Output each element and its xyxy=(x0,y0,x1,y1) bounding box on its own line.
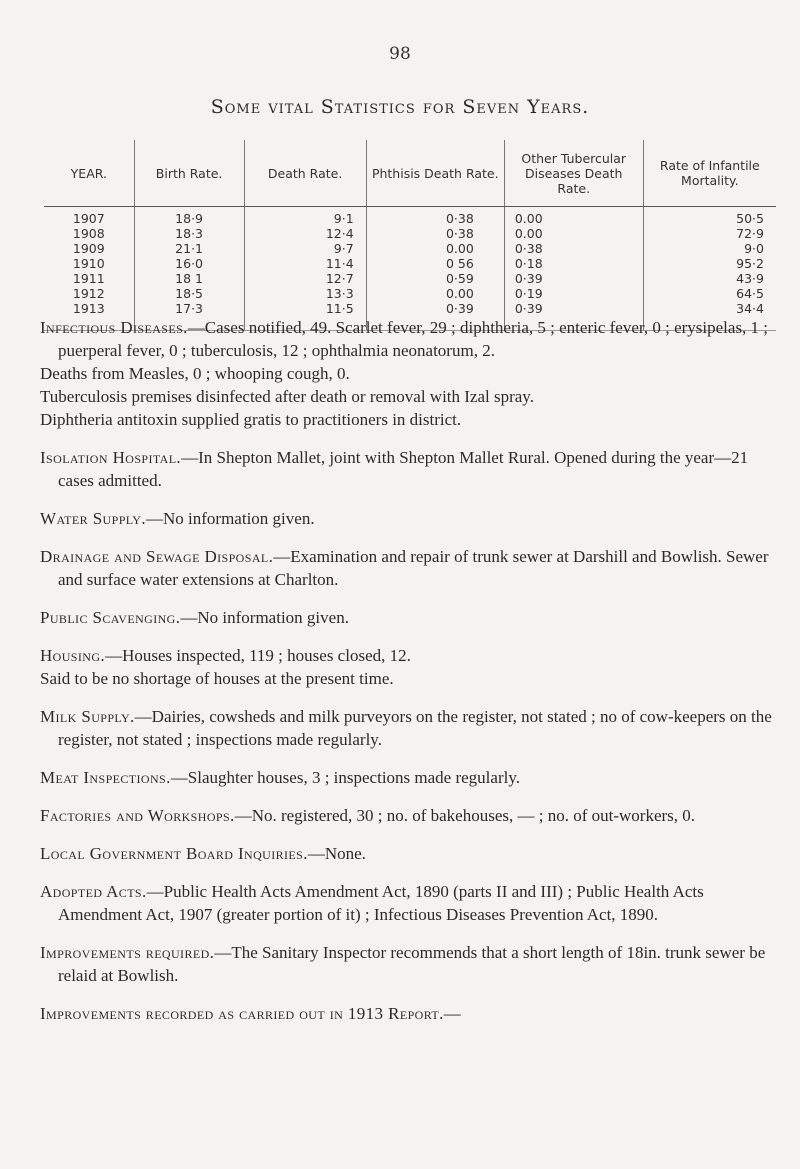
cell-infant-mortality: 43·9 xyxy=(643,271,776,286)
infectious-diseases-section xyxy=(40,316,782,362)
cell-death-rate: 9·7 xyxy=(244,241,366,256)
water-supply-section xyxy=(40,507,782,530)
section-heading: Adopted Acts. xyxy=(40,882,147,901)
section-text: —Cases notified, 49. Scarlet fever, 29 ; diphtheria, 5 ; enteric fever, 0 ; erysipelas, 1 ; puerperal fever, 0 ; tuberculosis, 12 ; ophthalmia neonatorum, 2. xyxy=(58,318,769,360)
drainage-section xyxy=(40,545,782,591)
antitoxin-line: Diphtheria antitoxin supplied gratis to practitioners in district. xyxy=(40,410,462,429)
public-scavenging-section xyxy=(40,606,782,629)
cell-death-rate: 13·3 xyxy=(244,286,366,301)
cell-year: 1908 xyxy=(72,226,105,241)
meat-inspections-section xyxy=(40,766,782,789)
table-row xyxy=(44,241,776,256)
section-text: —The Sanitary Inspector recommends that a short length of 18in. trunk sewer be relaid at Bowlish. xyxy=(58,943,766,985)
section-heading: Water Supply. xyxy=(40,509,147,528)
cell-infant-mortality: 9·0 xyxy=(643,241,776,256)
cell-other-tubercular-rate: 0·39 xyxy=(504,301,643,331)
header-infant-mortality: Rate of Infantile Mortality. xyxy=(643,140,776,207)
improvements-recorded-section xyxy=(40,1002,782,1025)
table-row xyxy=(44,286,776,301)
section-text: —No information given. xyxy=(180,608,349,627)
section-text: —None. xyxy=(307,844,366,863)
cell-year: 1911 xyxy=(72,271,105,286)
cell-phthisis-rate: 0·38 xyxy=(366,226,504,241)
measles-line: Deaths from Measles, 0 ; whooping cough, 0. xyxy=(40,364,350,383)
milk-supply-section xyxy=(40,705,782,751)
vital-statistics-table xyxy=(44,140,776,331)
cell-birth-rate: 18·9 xyxy=(134,207,244,227)
housing-shortage-line: Said to be no shortage of houses at the present time. xyxy=(40,669,394,688)
cell-infant-mortality: 95·2 xyxy=(643,256,776,271)
header-birth-rate: Birth Rate. xyxy=(134,140,244,207)
table-header-row xyxy=(44,140,776,207)
cell-birth-rate: 21·1 xyxy=(134,241,244,256)
report-body xyxy=(40,316,782,1025)
improvements-required-section xyxy=(40,941,782,987)
section-text: —Examination and repair of trunk sewer at Darshill and Bowlish. Sewer and surface water extensions at Charlton. xyxy=(58,547,769,589)
cell-other-tubercular-rate: 0·39 xyxy=(504,271,643,286)
section-heading: Local Government Board Inquiries. xyxy=(40,844,308,863)
section-heading: Improvements required. xyxy=(40,943,215,962)
cell-infant-mortality: 34·4 xyxy=(643,301,776,331)
cell-birth-rate: 16·0 xyxy=(134,256,244,271)
cell-death-rate: 11·4 xyxy=(244,256,366,271)
cell-year: 1907 xyxy=(72,211,105,226)
cell-phthisis-rate: 0 56 xyxy=(366,256,504,271)
section-heading: Public Scavenging. xyxy=(40,608,181,627)
section-heading: Meat Inspections. xyxy=(40,768,171,787)
cell-birth-rate: 18·5 xyxy=(134,286,244,301)
header-phthisis-rate: Phthisis Death Rate. xyxy=(366,140,504,207)
cell-death-rate: 11·5 xyxy=(244,301,366,331)
cell-year: 1913 xyxy=(44,301,134,331)
cell-phthisis-rate: 0.00 xyxy=(366,241,504,256)
cell-death-rate: 9·1 xyxy=(244,207,366,227)
header-other-tubercular-rate: Other Tubercular Diseases Death Rate. xyxy=(504,140,643,207)
cell-other-tubercular-rate: 0·19 xyxy=(504,286,643,301)
cell-year: 1912 xyxy=(72,286,105,301)
section-text: —Dairies, cowsheds and milk purveyors on the register, not stated ; no of cow-keepers on the register, not stated ; inspections made regularly. xyxy=(58,707,772,749)
cell-phthisis-rate: 0·59 xyxy=(366,271,504,286)
lgb-inquiries-section xyxy=(40,842,782,865)
section-text: —No information given. xyxy=(146,509,315,528)
table-row xyxy=(44,271,776,286)
adopted-acts-section xyxy=(40,880,782,926)
section-heading: Drainage and Sewage Disposal. xyxy=(40,547,274,566)
isolation-hospital-section xyxy=(40,446,782,492)
disinfection-line: Tuberculosis premises disinfected after death or removal with Izal spray. xyxy=(40,387,534,406)
section-heading: Infectious Diseases. xyxy=(40,318,188,337)
cell-birth-rate: 18·3 xyxy=(134,226,244,241)
page-title: Some vital Statistics for Seven Years. xyxy=(210,96,590,118)
header-death-rate: Death Rate. xyxy=(244,140,366,207)
section-heading: Milk Supply. xyxy=(40,707,135,726)
table-row xyxy=(44,256,776,271)
cell-death-rate: 12·4 xyxy=(244,226,366,241)
cell-birth-rate: 17·3 xyxy=(134,301,244,331)
header-year: YEAR. xyxy=(44,140,134,207)
cell-phthisis-rate: 0·39 xyxy=(366,301,504,331)
section-text: —Slaughter houses, 3 ; inspections made regularly. xyxy=(170,768,520,787)
cell-death-rate: 12·7 xyxy=(244,271,366,286)
page-number: 98 xyxy=(389,44,411,64)
cell-infant-mortality: 50·5 xyxy=(643,207,776,227)
section-text: —No. registered, 30 ; no. of bakehouses, — ; no. of out-workers, 0. xyxy=(234,806,696,825)
section-text: — xyxy=(443,1004,461,1023)
section-heading: Factories and Workshops. xyxy=(40,806,235,825)
cell-phthisis-rate: 0·38 xyxy=(366,207,504,227)
cell-year: 1910 xyxy=(72,256,105,271)
section-heading: Isolation Hospital. xyxy=(40,448,182,467)
cell-other-tubercular-rate: 0·38 xyxy=(504,241,643,256)
cell-other-tubercular-rate: 0·18 xyxy=(504,256,643,271)
section-text: —In Shepton Mallet, joint with Shepton Mallet Rural. Opened during the year—21 cases admitted. xyxy=(58,448,749,490)
cell-year: 1909 xyxy=(72,241,105,256)
cell-infant-mortality: 64·5 xyxy=(643,286,776,301)
cell-other-tubercular-rate: 0.00 xyxy=(504,226,643,241)
table-row xyxy=(44,207,776,227)
cell-birth-rate: 18 1 xyxy=(134,271,244,286)
cell-other-tubercular-rate: 0.00 xyxy=(504,207,643,227)
cell-phthisis-rate: 0.00 xyxy=(366,286,504,301)
section-text: —Houses inspected, 119 ; houses closed, 12. xyxy=(105,646,411,665)
factories-section xyxy=(40,804,782,827)
cell-infant-mortality: 72·9 xyxy=(643,226,776,241)
housing-section xyxy=(40,644,782,667)
section-text: —Public Health Acts Amendment Act, 1890 (parts II and III) ; Public Health Acts Amendment Act, 1907 (greater portion of it) ; Infectious Diseases Prevention Act, 1890. xyxy=(58,882,704,924)
section-heading: Improvements recorded as carried out in 1913 Report. xyxy=(40,1004,444,1023)
section-heading: Housing. xyxy=(40,646,106,665)
table-row xyxy=(44,226,776,241)
